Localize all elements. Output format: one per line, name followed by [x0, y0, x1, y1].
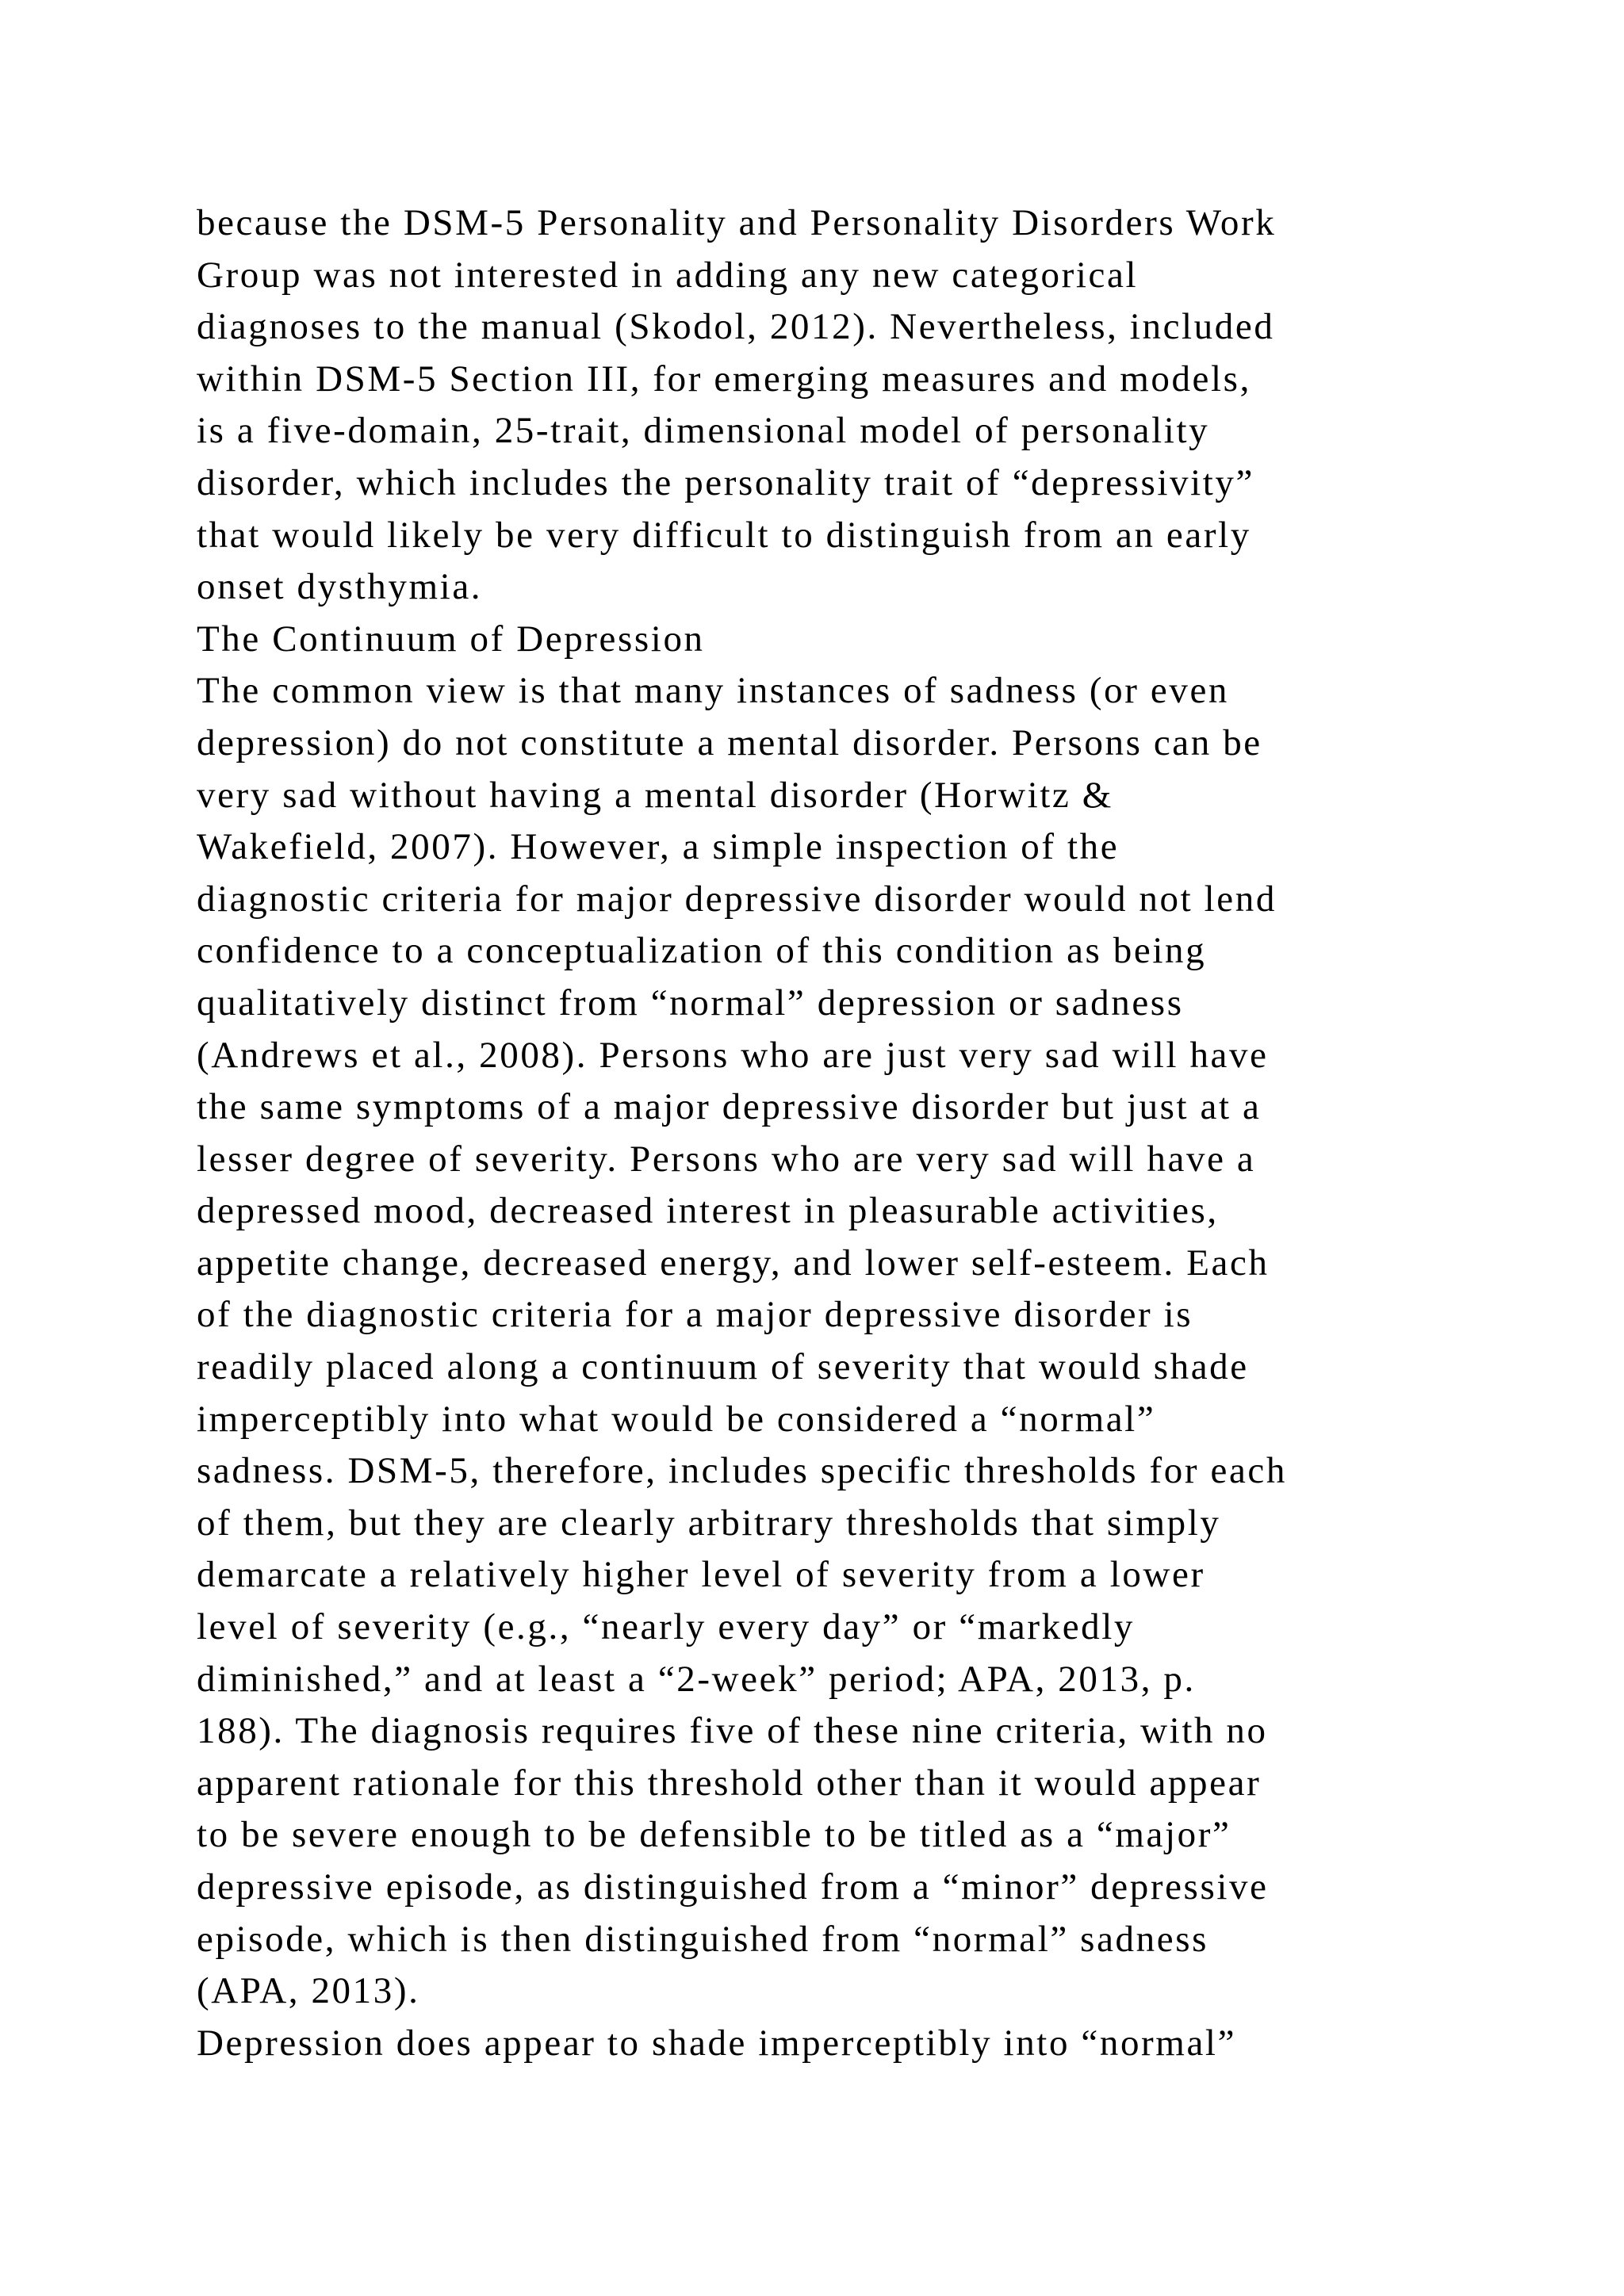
- text-line: confidence to a conceptualization of this condition as being: [197, 930, 1207, 972]
- text-line: Depression does appear to shade imperceptibly into “normal”: [197, 2022, 1237, 2064]
- text-line: The common view is that many instances of sadness (or even: [197, 670, 1230, 712]
- text-line: 188). The diagnosis requires five of these nine criteria, with no: [197, 1710, 1268, 1752]
- text-line: episode, which is then distinguished from “normal” sadness: [197, 1918, 1208, 1960]
- text-line: the same symptoms of a major depressive disorder but just at a: [197, 1086, 1262, 1128]
- text-line: appetite change, decreased energy, and lower self-esteem. Each: [197, 1242, 1270, 1284]
- text-line: lesser degree of severity. Persons who are very sad will have a: [197, 1138, 1256, 1180]
- text-line: is a five-domain, 25-trait, dimensional model of personality: [197, 410, 1210, 452]
- text-line: Group was not interested in adding any new categorical: [197, 254, 1139, 296]
- text-line: depressed mood, decreased interest in pleasurable activities,: [197, 1190, 1219, 1232]
- text-line: apparent rationale for this threshold other than it would appear: [197, 1762, 1262, 1804]
- text-line: disorder, which includes the personality trait of “depressivity”: [197, 461, 1254, 503]
- text-line: Wakefield, 2007). However, a simple inspection of the: [197, 826, 1120, 868]
- text-line: within DSM-5 Section III, for emerging measures and models,: [197, 358, 1251, 400]
- text-line: to be severe enough to be defensible to be titled as a “major”: [197, 1814, 1231, 1856]
- text-line: (Andrews et al., 2008). Persons who are just very sad will have: [197, 1034, 1269, 1076]
- text-line: demarcate a relatively higher level of severity from a lower: [197, 1554, 1205, 1596]
- text-line: readily placed along a continuum of severity that would shade: [197, 1346, 1249, 1388]
- text-line: diagnoses to the manual (Skodol, 2012). Nevertheless, included: [197, 306, 1275, 348]
- document-body: [197, 197, 1481, 2069]
- text-line: depression) do not constitute a mental disorder. Persons can be: [197, 721, 1262, 763]
- text-line: level of severity (e.g., “nearly every day” or “markedly: [197, 1606, 1136, 1648]
- text-line: onset dysthymia.: [197, 566, 483, 608]
- text-line: depressive episode, as distinguished from a “minor” depressive: [197, 1866, 1269, 1908]
- text-line: diagnostic criteria for major depressive disorder would not lend: [197, 878, 1277, 920]
- text-line: imperceptibly into what would be considered a “normal”: [197, 1398, 1156, 1440]
- text-line: (APA, 2013).: [197, 1970, 420, 2012]
- text-line: of them, but they are clearly arbitrary thresholds that simply: [197, 1502, 1221, 1544]
- section-heading: The Continuum of Depression: [197, 618, 705, 660]
- text-line: sadness. DSM-5, therefore, includes specific thresholds for each: [197, 1450, 1287, 1492]
- text-line: because the DSM-5 Personality and Personality Disorders Work: [197, 202, 1277, 243]
- text-line: very sad without having a mental disorder (Horwitz &: [197, 774, 1113, 816]
- text-line: that would likely be very difficult to distinguish from an early: [197, 514, 1251, 556]
- text-line: qualitatively distinct from “normal” depression or sadness: [197, 982, 1184, 1024]
- text-line: diminished,” and at least a “2-week” period; APA, 2013, p.: [197, 1658, 1196, 1700]
- text-line: of the diagnostic criteria for a major depressive disorder is: [197, 1294, 1193, 1336]
